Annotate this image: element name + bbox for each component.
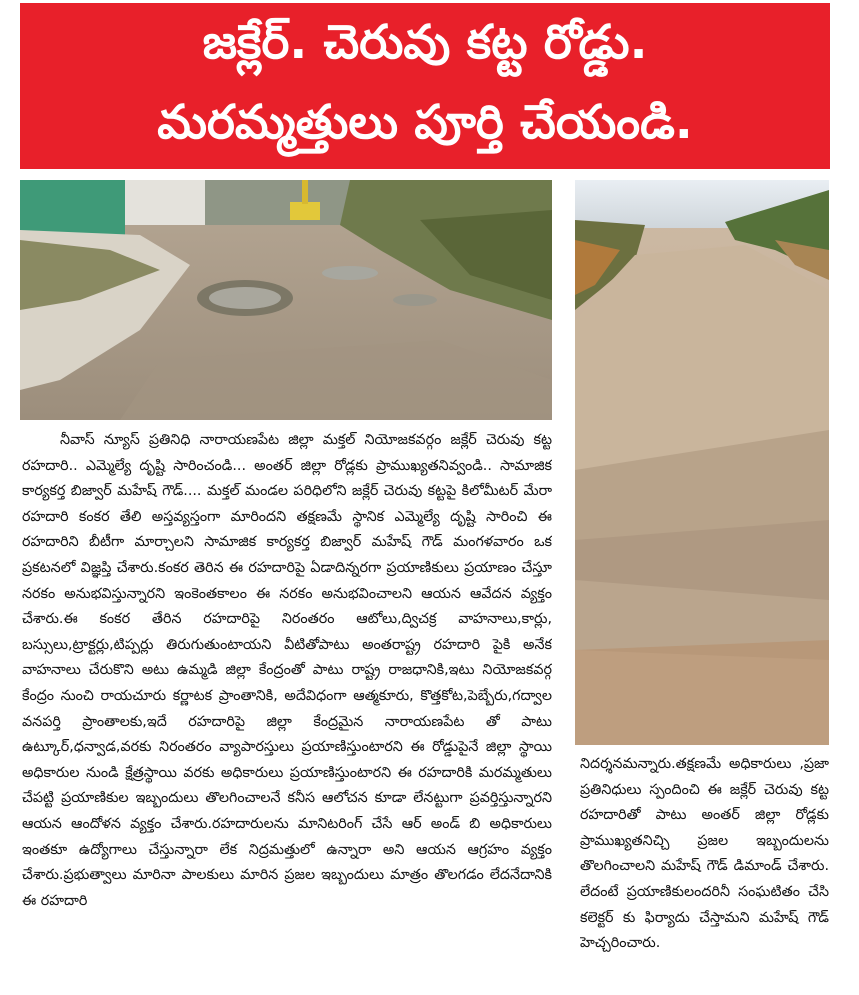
headline-line-2: మరమ్మత్తులు పూర్తి చేయండి. — [157, 95, 693, 150]
headline-banner — [20, 3, 830, 169]
road-photo-left — [20, 180, 552, 420]
article-text-left: నీవాస్ న్యూస్ ప్రతినిధి నారాయణపేట జిల్లా మక్తల్ నియోజకవర్గం జక్లేర్ చెరువు కట్ట రహదారి.. ఎమ్మెల్యే దృష్టి సారించండి... అంతర్ జిల్లా రోడ్లకు ప్రాముఖ్యతనివ్వండి.. సామాజిక కార్యకర్త బిజ్వార్ మహేష్ గౌడ్.... మక్తల్ మండల పరిధిలోని జక్లేర్ చెరువు కట్టపై కిలోమీటర్ మేరా రహదారి కంకర తేలి అస్తవ్యస్తంగా మారిందని తక్షణమే స్థానిక ఎమ్మెల్యే దృష్టి సారించి ఈ రహదారిని బీటీగా మార్చాలని సామాజిక కార్యకర్త బిజ్వార్ మహేష్ గౌడ్ మంగళవారం ఒక ప్రకటనలో విజ్ఞప్తి చేశారు.కంకర తెరిన ఈ రహదారిపై ఏడాదిన్నరగా ప్రయాణికులు ప్రయాణం చేస్తూ నరకం అనుభవిస్తున్నారని ఇంకెంతకాలం ఈ నరకం అనుభవించాలని ఆయన ఆవేదన వ్యక్తం చేశారు.ఈ కంకర తేరిన రహదారిపై నిరంతరం ఆటోలు,ద్విచక్ర వాహనాలు,కార్లు, బస్సులు,ట్రాక్టర్లు,టిప్పర్లు తిరుగుతుంటాయని వీటితోపాటు అంతరాష్ట్ర రహదారి పైకి అనేక వాహనాలు చేరుకొని అటు ఉమ్మడి జిల్లా కేంద్రంతో పాటు రాష్ట్ర రాజధానికి,ఇటు నియోజకవర్గ కేంద్రం నుంచి రాయచూరు కర్ణాటక ప్రాంతానికి, అదేవిధంగా ఆత్మకూరు, కొత్తకోట,పెబ్బేరు,గద్వాల వనపర్తి ప్రాంతాలకు,ఇదే రహదారిపై జిల్లా కేంద్రమైన నారాయణపేట తో పాటు ఉట్కూర్,ధన్వాడ,వరకు నిరంతరం వ్యాపారస్తులు ప్రయాణిస్తుంటారని ఈ రోడ్డుపైనే జిల్లా స్థాయి అధికారుల నుండి క్షేత్రస్థాయి వరకు అధికారులు ప్రయాణిస్తుంటారని ఈ రహదారికి మరమ్మతులు చేపట్టి ప్రయాణికుల ఇబ్బందులు తొలగించాలనే కనీస ఆలోచన కూడా లేనట్టుగా ప్రవర్తిస్తున్నారని ఆయన ఆందోళన వ్యక్తం చేశారు.రహదారులను మానిటరింగ్ చేసే ఆర్ అండ్ బి అధికారులు ఇంతకూ ఉద్యోగాలు చేస్తున్నారా లేక నిద్రమత్తులో ఉన్నారా అని ఆయన ఆగ్రహం వ్యక్తం చేశారు.ప్రభుత్వాలు మారినా పాలకులు మారిన ప్రజల ఇబ్బందులు మాత్రం తొలగడం లేదనేదానికి ఈ రహదారి — [22, 432, 552, 909]
article-body-left — [22, 428, 552, 993]
road-photo-right — [575, 180, 829, 745]
article-paragraph-left — [22, 428, 552, 914]
article-paragraph-right: నిదర్శనమన్నారు.తక్షణమే అధికారులు ,ప్రజా ప్రతినిధులు స్పందించి ఈ జక్లేర్ చెరువు కట్ట రహదారితో పాటు అంతర్ జిల్లా రోడ్లకు ప్రాముఖ్యతనిచ్చి ప్రజల ఇబ్బందులను తొలగించాలని మహేష్ గౌడ్ డిమాండ్ చేశారు. లేదంటే ప్రయాణికులందరినీ సంఘటితం చేసి కలెక్టర్ కు ఫిర్యాదు చేస్తామని మహేష్ గౌడ్ హెచ్చరించారు. — [580, 756, 829, 952]
article-body-right — [580, 752, 829, 992]
headline-line-1: జక్లేర్. చెరువు కట్ట రోడ్డు. — [202, 15, 648, 70]
